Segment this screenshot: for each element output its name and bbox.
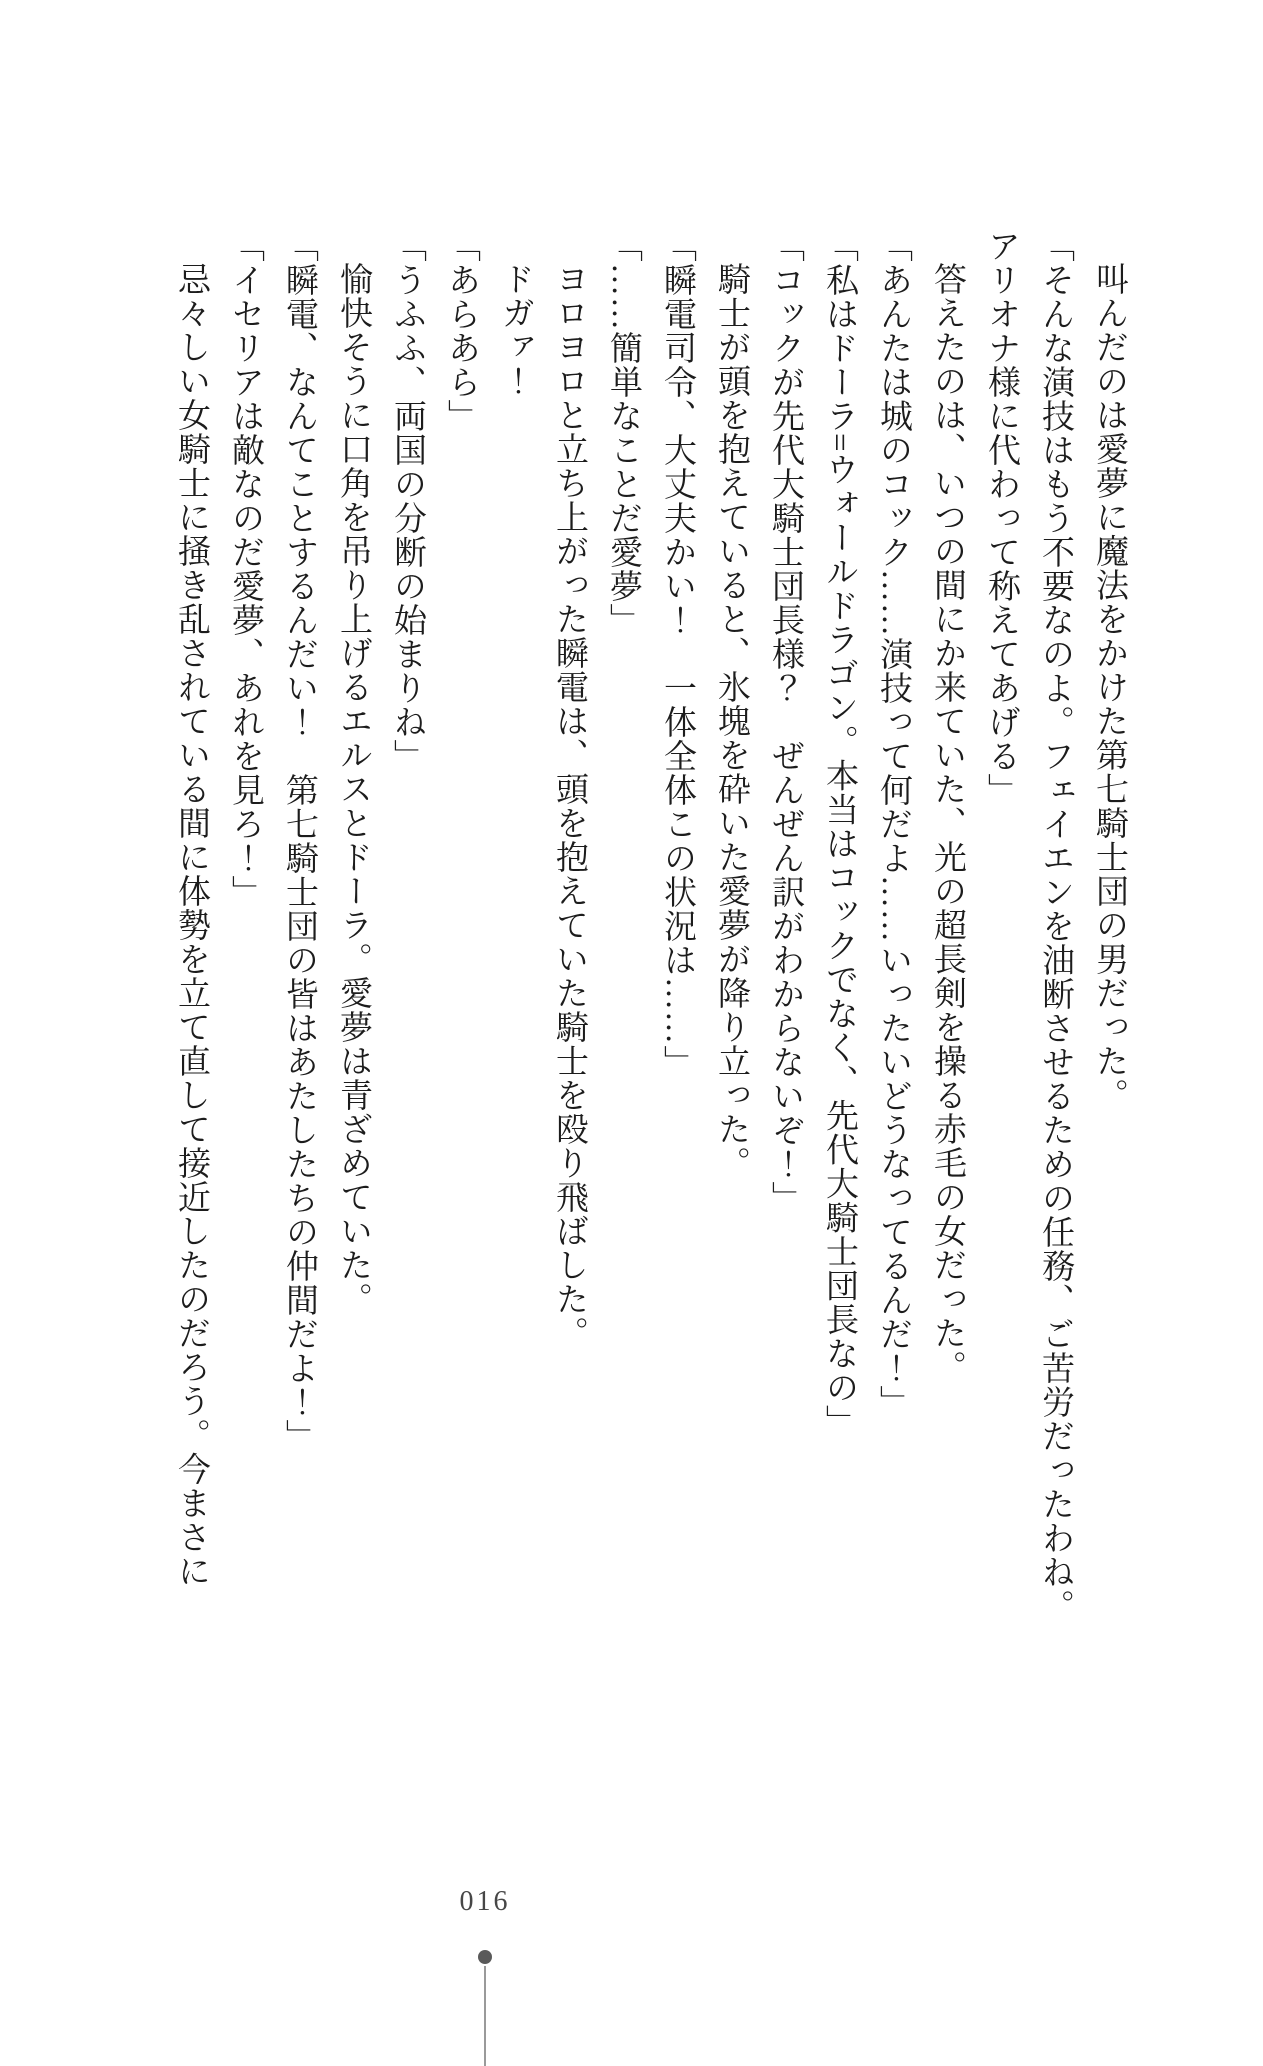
footer-line <box>484 1966 486 2066</box>
footer-dot-icon <box>478 1950 492 1964</box>
paragraph: 「……簡単なことだ愛夢」 <box>605 229 641 637</box>
paragraph: 「瞬電司令、大丈夫かい！ 一体全体この状況は……」 <box>659 229 695 1079</box>
paragraph: 「イセリアは敵なのだ愛夢、あれを見ろ！」 <box>227 229 263 909</box>
paragraph: 叫んだのは愛夢に魔法をかけた第七騎士団の男だった。 <box>1091 262 1127 1112</box>
paragraph: 「あんたは城のコック……演技って何だよ……いったいどうなってるんだ！」 <box>875 229 911 1419</box>
paragraph: 愉快そうに口角を吊り上げるエルスとドーラ。愛夢は青ざめていた。 <box>335 262 371 1316</box>
paragraph: 「瞬電、なんてことするんだい！ 第七騎士団の皆はあたしたちの仲間だよ！」 <box>281 229 317 1453</box>
paragraph: 答えたのは、いつの間にか来ていた、光の超長剣を操る赤毛の女だった。 <box>929 262 965 1384</box>
page-number: 016 <box>459 1886 511 1917</box>
paragraph: ドガァ！ <box>497 262 533 398</box>
paragraph: 「そんな演技はもう不要なのよ。フェイエンを油断させるための任務、ご苦労だったわね。アリオナ様に代わって称えてあげる」 <box>983 229 1073 1623</box>
paragraph: ヨロヨロと立ち上がった瞬電は、頭を抱えていた騎士を殴り飛ばした。 <box>551 262 587 1350</box>
paragraph: 「私はドーラ=ウォールドラゴン。本当はコックでなく、先代大騎士団長なの」 <box>821 229 857 1439</box>
vertical-text-block <box>164 229 1136 1629</box>
paragraph: 「うふふ、両国の分断の始まりね」 <box>389 229 425 773</box>
paragraph: 「あらあら」 <box>443 229 479 433</box>
paragraph: 「コックが先代大騎士団長様？ ぜんぜん訳がわからないぞ！」 <box>767 229 803 1215</box>
paragraph: 忌々しい女騎士に掻き乱されている間に体勢を立て直して接近したのだろう。今まさに <box>173 262 209 1588</box>
paragraph: 騎士が頭を抱えていると、氷塊を砕いた愛夢が降り立った。 <box>713 262 749 1180</box>
